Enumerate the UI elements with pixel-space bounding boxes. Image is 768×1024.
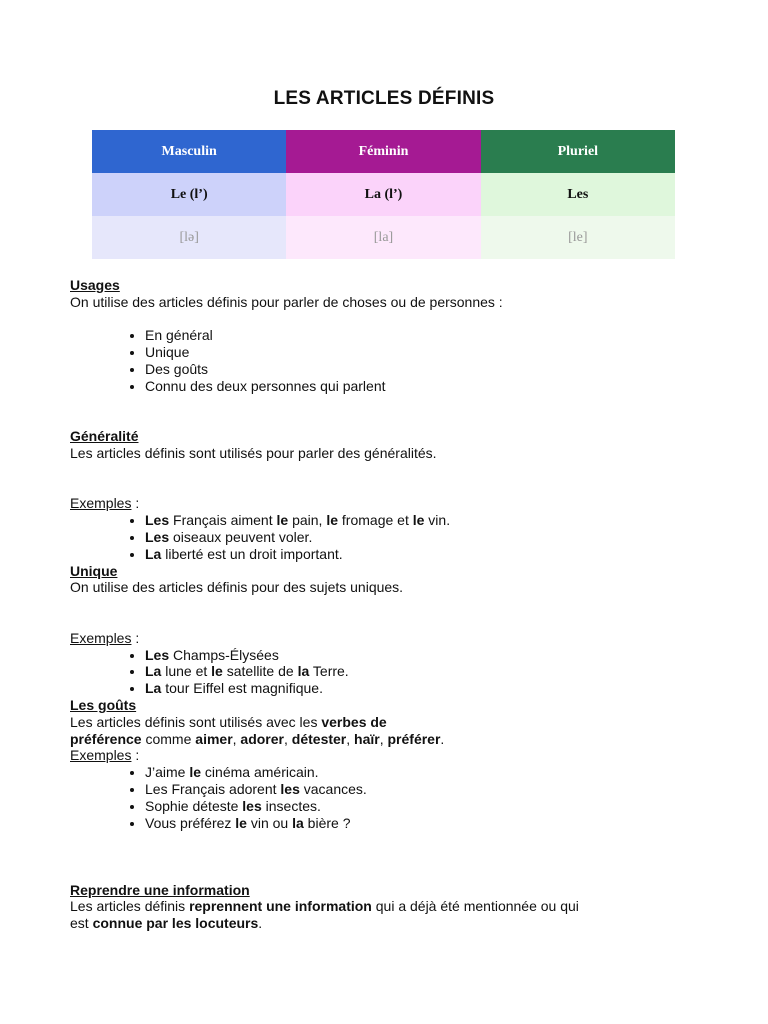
list-item: • En général <box>145 327 710 344</box>
unique-examples-list <box>70 647 710 697</box>
text-run: lune et <box>161 663 212 680</box>
list-item <box>145 663 710 680</box>
bold-text: verbes de <box>321 713 387 730</box>
bold-text: les <box>280 780 300 797</box>
articles-table <box>92 130 675 259</box>
usages-intro: On utilise des articles définis pour parler de choses ou de personnes : <box>70 293 503 310</box>
examples-label: Exemples <box>70 495 132 512</box>
reprendre-heading: Reprendre une information <box>70 881 250 898</box>
text-run: Les Français adorent <box>145 780 281 797</box>
header-masculin: Masculin <box>92 130 286 173</box>
cell-phonetic-feminin: [la] <box>286 216 480 259</box>
unique-text: On utilise des articles définis pour des sujets uniques. <box>70 579 404 596</box>
list-item <box>145 529 710 546</box>
cell-article-feminin: La (l’) <box>286 173 480 216</box>
cell-article-masculin: Le (l’) <box>92 173 286 216</box>
bold-text: les <box>242 797 262 814</box>
text-run: Sophie déteste <box>145 797 243 814</box>
generalite-examples-label <box>70 495 710 512</box>
text-run: vacances. <box>299 780 367 797</box>
text-run: , <box>346 730 355 747</box>
table-row-phonetics <box>92 216 675 259</box>
text-run: , <box>232 730 241 747</box>
text-run: . <box>440 730 445 747</box>
text-run: qui a déjà été mentionnée ou qui <box>371 898 579 915</box>
text-run: J’aime <box>145 764 190 781</box>
text-run: Les articles définis <box>70 898 190 915</box>
text-run: insectes. <box>261 797 321 814</box>
reprendre-line-2 <box>70 915 710 932</box>
text-run: bière ? <box>303 814 351 831</box>
list-item <box>145 647 710 664</box>
text-run: vin. <box>424 512 451 529</box>
list-item: • Connu des deux personnes qui parlent <box>145 378 710 395</box>
bold-text: La <box>145 545 162 562</box>
text-run: Français aiment <box>169 512 277 529</box>
bold-text: adorer <box>240 730 284 747</box>
text-run: Terre. <box>309 663 349 680</box>
generalite-heading: Généralité <box>70 428 139 445</box>
text-run: liberté est un droit important. <box>161 545 343 562</box>
list-item <box>145 781 710 798</box>
unique-examples-label <box>70 630 710 647</box>
text-run: tour Eiffel est magnifique. <box>161 680 323 697</box>
cell-article-pluriel: Les <box>481 173 675 216</box>
text-run: , <box>379 730 388 747</box>
list-item <box>145 815 710 832</box>
generalite-examples-list <box>70 512 710 562</box>
list-item <box>145 546 710 563</box>
examples-colon: : <box>131 495 140 512</box>
text-run: , <box>284 730 292 747</box>
gouts-examples-list <box>70 764 710 831</box>
bold-text: le <box>326 512 339 529</box>
bold-text: le <box>235 814 247 831</box>
examples-label: Exemples <box>70 629 132 646</box>
bold-text: préférence <box>70 730 142 747</box>
bold-text: détester <box>291 730 347 747</box>
cell-phonetic-masculin: [lə] <box>92 216 286 259</box>
text-run: est <box>70 915 93 932</box>
text-run: oiseaux peuvent voler. <box>169 528 313 545</box>
text-run: vin ou <box>246 814 293 831</box>
examples-colon: : <box>131 747 140 764</box>
bold-text: la <box>297 663 310 680</box>
bold-text: préférer <box>387 730 441 747</box>
bold-text: La <box>145 663 162 680</box>
text-run: fromage et <box>338 512 413 529</box>
bold-text: la <box>292 814 304 831</box>
list-item <box>145 680 710 697</box>
bold-text: Les <box>145 646 170 663</box>
table-header-row <box>92 130 675 173</box>
text-run: . <box>258 915 263 932</box>
bold-text: le <box>412 512 425 529</box>
page-title: LES ARTICLES DÉFINIS <box>273 88 495 109</box>
list-item <box>145 764 710 781</box>
table-row-articles <box>92 173 675 216</box>
bold-text: le <box>276 512 289 529</box>
unique-heading: Unique <box>70 562 118 579</box>
bold-text: La <box>145 680 162 697</box>
header-pluriel: Pluriel <box>481 130 675 173</box>
bold-text: le <box>211 663 223 680</box>
bold-text: connue par les locuteurs <box>92 915 259 932</box>
examples-label: Exemples <box>70 747 132 764</box>
list-item <box>145 512 710 529</box>
text-run: cinéma américain. <box>201 764 319 781</box>
bold-text: haïr <box>354 730 380 747</box>
examples-colon: : <box>131 629 140 646</box>
text-run: pain, <box>288 512 327 529</box>
bold-text: aimer <box>195 730 233 747</box>
text-run: Vous préférez <box>145 814 236 831</box>
list-item <box>145 798 710 815</box>
bold-text: le <box>189 764 202 781</box>
header-feminin: Féminin <box>286 130 480 173</box>
list-item: • Unique <box>145 344 710 361</box>
bold-text: Les <box>145 512 170 529</box>
list-item: • Des goûts <box>145 361 710 378</box>
text-run: Champs-Élysées <box>169 646 279 663</box>
cell-phonetic-pluriel: [le] <box>481 216 675 259</box>
gouts-heading: Les goûts <box>70 696 137 713</box>
text-run: comme <box>141 730 196 747</box>
gouts-line-1 <box>70 714 710 731</box>
text-run: satellite de <box>222 663 298 680</box>
text-run: Les articles définis sont utilisés avec les <box>70 713 322 730</box>
reprendre-line-1 <box>70 898 710 915</box>
bold-text: reprennent une information <box>189 898 372 915</box>
bold-text: Les <box>145 528 170 545</box>
usages-heading: Usages <box>70 277 120 293</box>
usages-list <box>70 327 710 394</box>
document-body <box>70 277 710 932</box>
gouts-line-2 <box>70 731 710 748</box>
generalite-text: Les articles définis sont utilisés pour parler des généralités. <box>70 444 437 461</box>
gouts-examples-label <box>70 747 710 764</box>
